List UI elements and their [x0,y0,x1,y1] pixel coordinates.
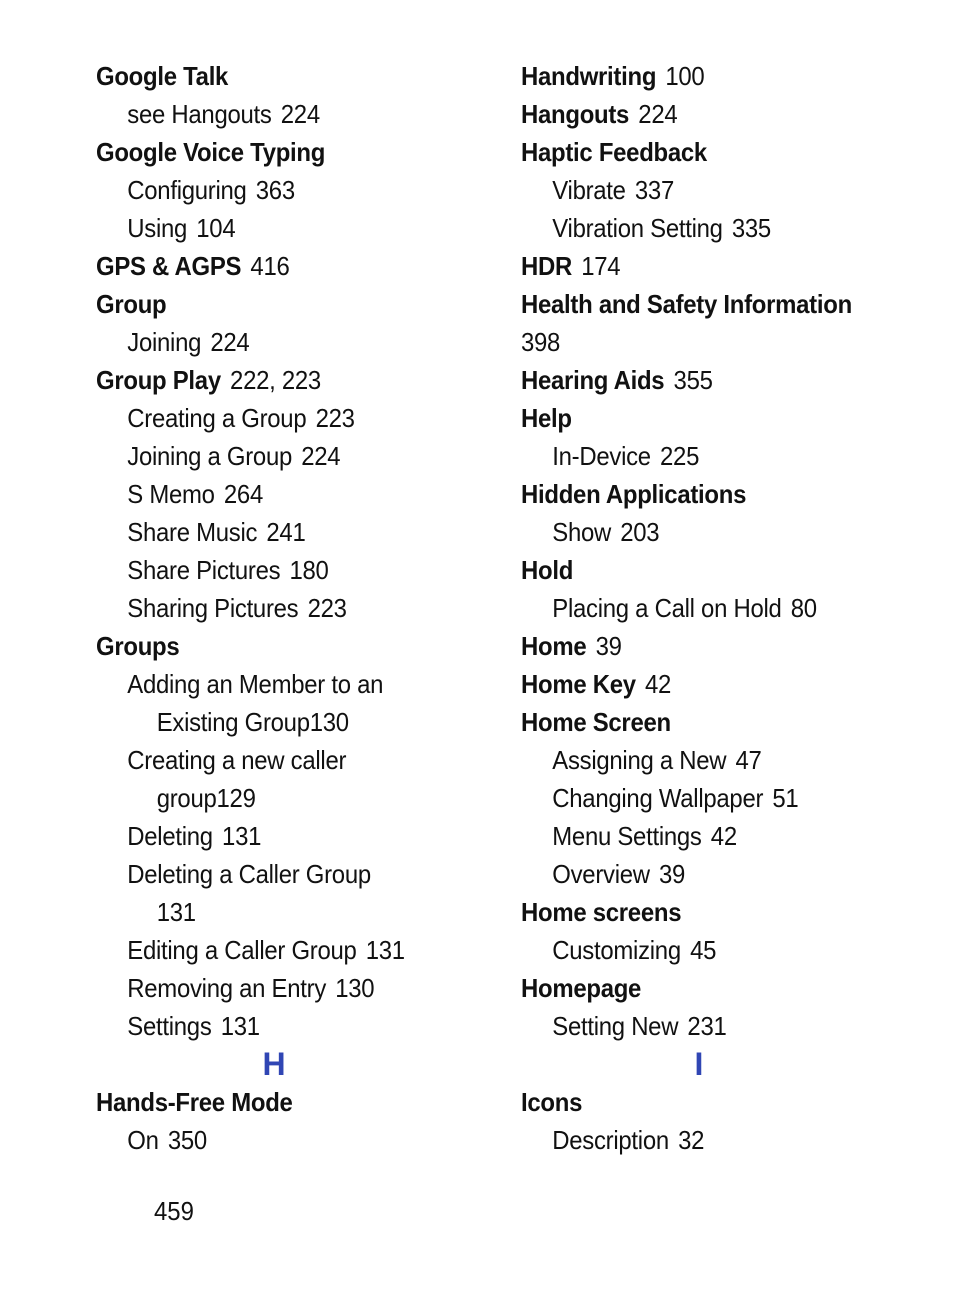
index-entry [96,285,464,323]
index-subentry [96,855,464,893]
index-continuation [521,323,907,361]
page-reference: 100 [665,61,705,91]
index-entry [521,551,907,589]
index-continuation [96,703,464,741]
entry-term: Hands-Free Mode [96,1087,293,1117]
page-number: 459 [154,1196,194,1226]
page-reference: 39 [658,859,686,889]
subentry-term: Changing Wallpaper [552,783,764,813]
index-subentry [521,1121,907,1159]
page-reference: 129 [216,783,256,813]
entry-term: Homepage [521,973,642,1003]
entry-term: Hidden Applications [521,479,747,509]
subentry-term: Setting New [552,1011,679,1041]
index-entry [521,399,907,437]
page-reference: 180 [289,555,329,585]
entry-term: Group Play [96,365,221,395]
entry-term: Health and Safety Information [521,289,852,319]
entry-term: Hangouts [521,99,630,129]
index-subentry [96,171,464,209]
page-reference: 130 [335,973,375,1003]
index-subentry [521,817,907,855]
page-reference: 416 [250,251,290,281]
index-subentry [96,589,464,627]
subentry-term: Share Pictures [127,555,281,585]
index-entry [521,703,907,741]
subentry-term: On [127,1125,159,1155]
entry-term: Hold [521,555,574,585]
section-letter: I [694,1046,704,1082]
page-reference: 223 [307,593,347,623]
entry-term: Home [521,631,587,661]
subentry-term: Using [127,213,188,243]
subentry-term: Existing Group [156,707,310,737]
page-reference: 104 [196,213,236,243]
subentry-term: Overview [552,859,650,889]
page-reference: 42 [710,821,737,851]
page-reference: 47 [735,745,762,775]
subentry-term: Joining [127,327,202,357]
subentry-term: Settings [127,1011,212,1041]
index-subentry [96,475,464,513]
page-reference: 131 [365,935,405,965]
subentry-term: Description [552,1125,669,1155]
page-reference: 223 [315,403,355,433]
page-reference: 130 [309,707,349,737]
page-reference: 131 [220,1011,260,1041]
subentry-term: Creating a new caller [127,745,347,775]
entry-term: Home Screen [521,707,671,737]
index-entry [521,361,907,399]
page-reference: 264 [223,479,263,509]
index-subentry [521,171,907,209]
subentry-term: Editing a Caller Group [127,935,357,965]
index-entry [521,133,907,171]
entry-term: Haptic Feedback [521,137,707,167]
subentry-term: Removing an Entry [127,973,327,1003]
index-subentry [96,95,464,133]
subentry-term: Deleting [127,821,213,851]
entry-term: Group [96,289,167,319]
index-entry [521,665,907,703]
page-reference: 51 [772,783,799,813]
index-entry [521,969,907,1007]
index-subentry [96,513,464,551]
index-subentry [521,931,907,969]
index-entry [521,95,907,133]
entry-term: Google Talk [96,61,229,91]
index-entry [521,285,907,323]
page-reference: 222, 223 [230,365,321,395]
subentry-term: S Memo [127,479,215,509]
index-subentry [96,209,464,247]
index-subentry [96,437,464,475]
page-reference: 225 [660,441,700,471]
page-reference: 337 [634,175,674,205]
index-column-right [521,57,941,1159]
subentry-term: Configuring [127,175,247,205]
page-reference: 224 [210,327,250,357]
index-continuation [96,779,464,817]
index-entry [96,627,464,665]
index-subentry [521,741,907,779]
subentry-term: Creating a Group [127,403,307,433]
index-subentry [96,817,464,855]
index-entry [521,247,907,285]
page-reference: 45 [690,935,717,965]
subentry-term: Share Music [127,517,258,547]
page-reference: 231 [687,1011,727,1041]
page-reference: 355 [673,365,713,395]
entry-term: Handwriting [521,61,657,91]
page-reference: 224 [280,99,320,129]
subentry-term: Assigning a New [552,745,727,775]
page-reference: 224 [638,99,678,129]
entry-term: GPS & AGPS [96,251,242,281]
subentry-term: Adding an Member to an [127,669,384,699]
entry-term: HDR [521,251,573,281]
entry-term: Groups [96,631,180,661]
entry-term: Home Key [521,669,636,699]
subentry-term: Vibration Setting [552,213,723,243]
index-entry [521,627,907,665]
index-subentry [96,741,464,779]
subentry-term: In-Device [552,441,651,471]
page-reference: 39 [595,631,622,661]
page-reference: 131 [156,897,196,927]
index-subentry [521,513,907,551]
index-subentry [96,1007,464,1045]
entry-term: Help [521,403,572,433]
index-column-left [96,57,496,1159]
page-reference: 203 [620,517,660,547]
index-subentry [96,1121,464,1159]
subentry-term: Deleting a Caller Group [127,859,371,889]
subentry-term: Menu Settings [552,821,702,851]
index-subentry [521,209,907,247]
page-reference: 363 [255,175,295,205]
index-entry [96,1083,464,1121]
subentry-term: Customizing [552,935,681,965]
page-reference: 80 [790,593,817,623]
index-subentry [96,399,464,437]
page-reference: 335 [731,213,771,243]
page-reference: 350 [167,1125,207,1155]
index-subentry [521,589,907,627]
page-reference: 32 [678,1125,705,1155]
index-subentry [96,323,464,361]
entry-term: Google Voice Typing [96,137,326,167]
index-subentry [96,969,464,1007]
subentry-term: Show [552,517,612,547]
index-subentry [96,665,464,703]
index-entry [96,133,464,171]
subentry-term: Placing a Call on Hold [552,593,782,623]
page-reference: 398 [521,327,561,357]
index-entry [521,475,907,513]
subentry-term: group [156,783,217,813]
page-reference: 174 [581,251,621,281]
page-reference: 241 [266,517,306,547]
index-entry [521,57,907,95]
entry-term: Icons [521,1087,583,1117]
section-letter: H [262,1046,286,1082]
index-subentry [521,437,907,475]
subentry-term: Sharing Pictures [127,593,299,623]
index-entry [521,1083,907,1121]
subentry-term: Vibrate [552,175,626,205]
page-reference: 131 [222,821,262,851]
index-entry [96,361,464,399]
page-reference: 224 [301,441,341,471]
index-continuation [96,893,464,931]
page-reference: 42 [644,669,672,699]
index-subentry [521,779,907,817]
index-entry [521,893,907,931]
index-entry [96,57,464,95]
index-entry [96,247,464,285]
entry-term: Hearing Aids [521,365,665,395]
index-subentry [521,855,907,893]
index-subentry [96,551,464,589]
index-subentry [521,1007,907,1045]
subentry-term: Joining a Group [127,441,293,471]
entry-term: Home screens [521,897,682,927]
index-subentry [96,931,464,969]
subentry-term: see Hangouts [127,99,272,129]
